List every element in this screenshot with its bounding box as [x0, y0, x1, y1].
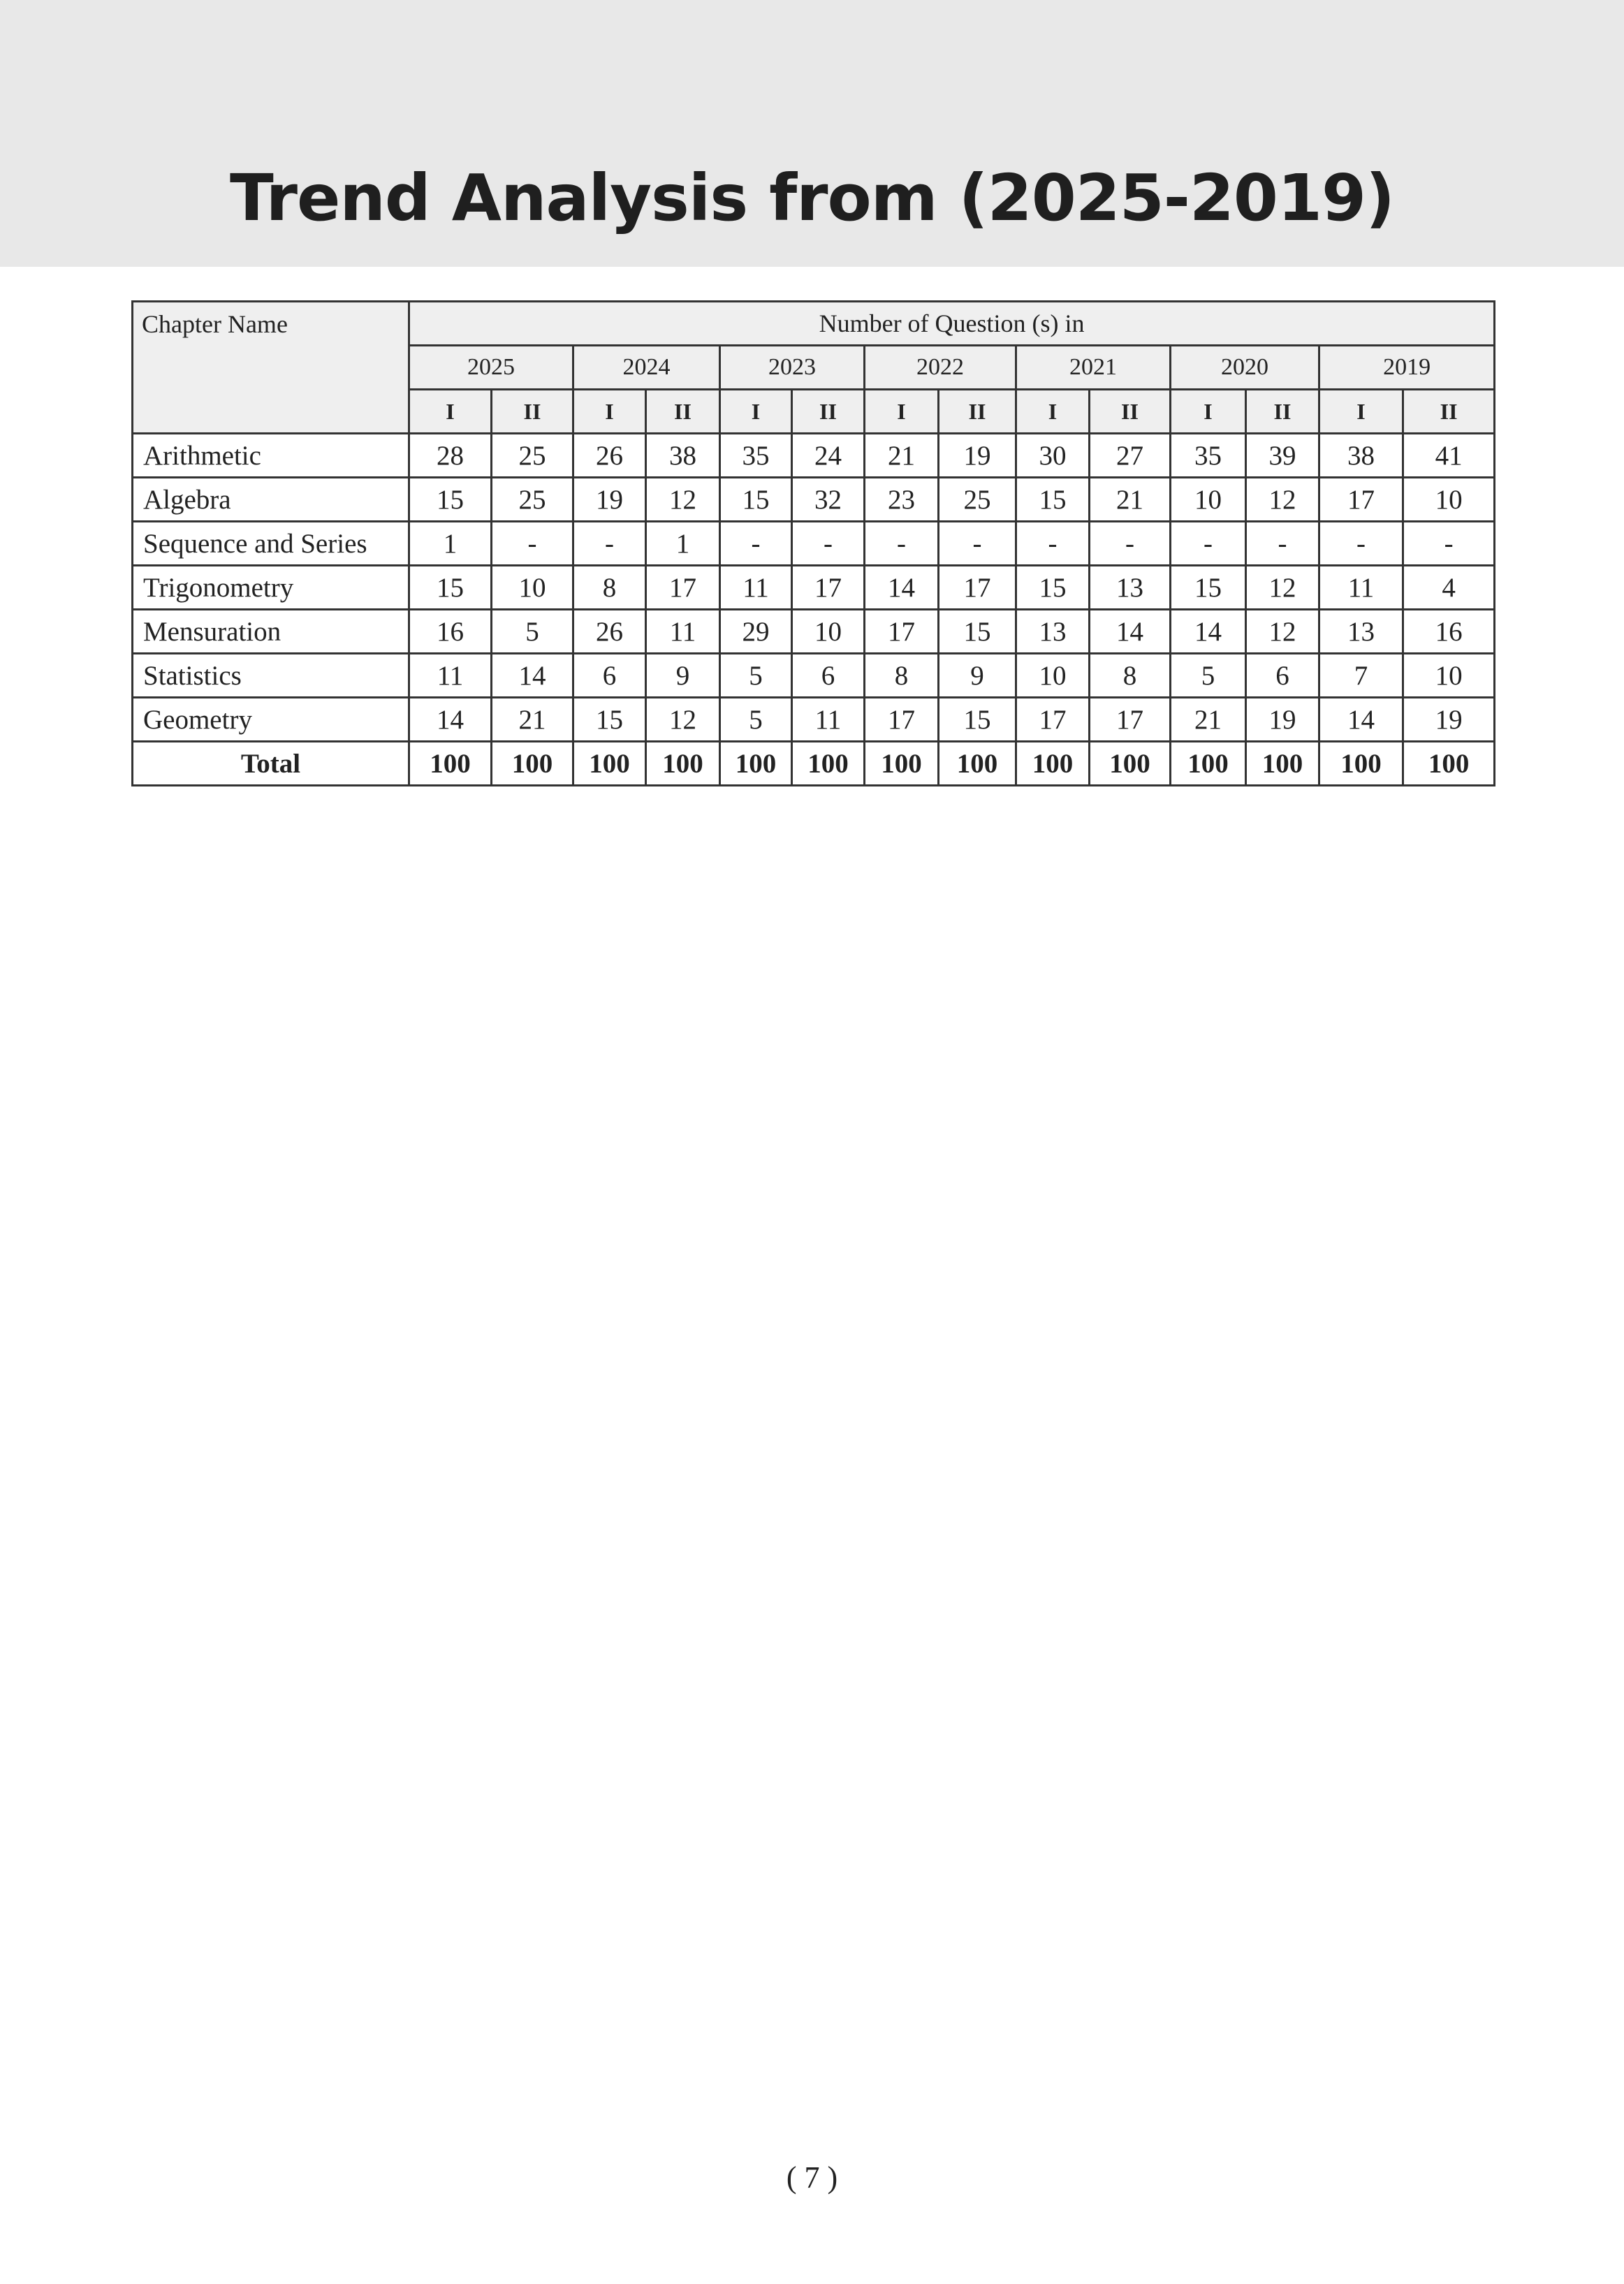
question-count-cell: 11: [720, 566, 792, 610]
table-row: [133, 566, 1495, 610]
table-row: [133, 610, 1495, 654]
question-count-cell: 5: [1171, 654, 1246, 698]
question-count-cell: -: [492, 522, 573, 566]
question-count-cell: 19: [1403, 698, 1495, 742]
question-count-cell: 14: [1319, 698, 1403, 742]
question-count-cell: 26: [573, 610, 646, 654]
question-count-cell: 10: [1016, 654, 1090, 698]
table-row: [133, 698, 1495, 742]
question-count-cell: 100: [1016, 742, 1090, 786]
question-count-cell: 24: [792, 434, 865, 478]
question-count-cell: 100: [1246, 742, 1319, 786]
question-count-cell: 100: [939, 742, 1016, 786]
year-header: 2019: [1319, 346, 1495, 390]
question-count-cell: 30: [1016, 434, 1090, 478]
question-count-cell: 17: [1016, 698, 1090, 742]
question-count-cell: -: [1246, 522, 1319, 566]
question-count-cell: 11: [646, 610, 720, 654]
chapter-name-cell: Geometry: [133, 698, 409, 742]
table-row: [133, 522, 1495, 566]
question-count-cell: 17: [865, 698, 939, 742]
question-count-cell: 15: [409, 478, 492, 522]
year-header: 2023: [720, 346, 865, 390]
question-count-cell: 14: [1090, 610, 1171, 654]
question-count-cell: 15: [1016, 478, 1090, 522]
year-header: 2022: [865, 346, 1016, 390]
session-header: II: [646, 390, 720, 434]
question-count-cell: 8: [1090, 654, 1171, 698]
question-count-cell: 12: [646, 478, 720, 522]
question-count-cell: 17: [1319, 478, 1403, 522]
question-count-cell: 12: [1246, 610, 1319, 654]
question-count-cell: 10: [492, 566, 573, 610]
question-count-cell: 7: [1319, 654, 1403, 698]
question-count-cell: 27: [1090, 434, 1171, 478]
question-count-cell: 17: [939, 566, 1016, 610]
question-count-cell: 17: [792, 566, 865, 610]
question-count-cell: 13: [1319, 610, 1403, 654]
table-row: [133, 654, 1495, 698]
question-count-cell: 10: [1403, 654, 1495, 698]
question-count-cell: 13: [1016, 610, 1090, 654]
question-count-cell: 25: [492, 478, 573, 522]
question-count-cell: 21: [1171, 698, 1246, 742]
question-count-cell: 100: [492, 742, 573, 786]
question-count-cell: 28: [409, 434, 492, 478]
question-count-cell: 100: [1171, 742, 1246, 786]
question-count-cell: 12: [1246, 478, 1319, 522]
question-count-cell: 100: [720, 742, 792, 786]
chapter-name-cell: Arithmetic: [133, 434, 409, 478]
question-count-cell: 15: [1171, 566, 1246, 610]
year-header: 2025: [409, 346, 573, 390]
year-header: 2024: [573, 346, 720, 390]
chapter-name-header: Chapter Name: [133, 302, 409, 434]
question-count-cell: 21: [492, 698, 573, 742]
chapter-name-cell: Total: [133, 742, 409, 786]
session-header: II: [1246, 390, 1319, 434]
year-header: 2020: [1171, 346, 1319, 390]
page-title: Trend Analysis from (2025-2019): [229, 161, 1395, 235]
session-header: II: [939, 390, 1016, 434]
question-count-cell: 16: [1403, 610, 1495, 654]
question-count-cell: 35: [1171, 434, 1246, 478]
question-count-cell: 19: [1246, 698, 1319, 742]
question-count-cell: 1: [646, 522, 720, 566]
question-count-cell: -: [1171, 522, 1246, 566]
question-count-cell: 11: [409, 654, 492, 698]
session-header: II: [492, 390, 573, 434]
table-row: [133, 478, 1495, 522]
question-count-cell: 8: [865, 654, 939, 698]
page-number: ( 7 ): [786, 2160, 838, 2195]
question-count-cell: 1: [409, 522, 492, 566]
question-count-cell: 100: [646, 742, 720, 786]
question-count-cell: 100: [409, 742, 492, 786]
question-count-cell: 9: [646, 654, 720, 698]
question-count-cell: -: [792, 522, 865, 566]
question-count-cell: 100: [1403, 742, 1495, 786]
question-count-cell: 14: [409, 698, 492, 742]
question-count-cell: 23: [865, 478, 939, 522]
chapter-name-cell: Trigonometry: [133, 566, 409, 610]
question-count-cell: 6: [1246, 654, 1319, 698]
question-count-cell: 5: [720, 698, 792, 742]
question-count-cell: 15: [939, 610, 1016, 654]
question-count-cell: 15: [720, 478, 792, 522]
session-header: I: [720, 390, 792, 434]
trend-analysis-table: [131, 300, 1495, 786]
session-header: II: [1090, 390, 1171, 434]
question-count-cell: 35: [720, 434, 792, 478]
question-count-cell: 14: [492, 654, 573, 698]
session-header: I: [1319, 390, 1403, 434]
question-count-cell: 100: [573, 742, 646, 786]
session-header: II: [792, 390, 865, 434]
question-count-cell: 15: [573, 698, 646, 742]
question-count-cell: -: [1403, 522, 1495, 566]
total-row: [133, 742, 1495, 786]
question-count-cell: 17: [865, 610, 939, 654]
question-count-cell: 5: [492, 610, 573, 654]
question-count-cell: 32: [792, 478, 865, 522]
question-count-cell: 6: [573, 654, 646, 698]
question-count-cell: 29: [720, 610, 792, 654]
question-count-cell: 100: [1319, 742, 1403, 786]
question-count-cell: 10: [1403, 478, 1495, 522]
question-count-cell: 100: [865, 742, 939, 786]
question-count-cell: 10: [792, 610, 865, 654]
question-count-cell: 21: [1090, 478, 1171, 522]
question-count-cell: 15: [939, 698, 1016, 742]
session-header: II: [1403, 390, 1495, 434]
question-count-cell: 17: [1090, 698, 1171, 742]
question-count-cell: 13: [1090, 566, 1171, 610]
chapter-name-cell: Mensuration: [133, 610, 409, 654]
session-header: I: [1171, 390, 1246, 434]
number-of-questions-header: Number of Question (s) in: [409, 302, 1495, 346]
question-count-cell: 16: [409, 610, 492, 654]
question-count-cell: 14: [1171, 610, 1246, 654]
chapter-name-cell: Algebra: [133, 478, 409, 522]
question-count-cell: -: [1090, 522, 1171, 566]
question-count-cell: 8: [573, 566, 646, 610]
question-count-cell: 19: [573, 478, 646, 522]
question-count-cell: 10: [1171, 478, 1246, 522]
question-count-cell: 100: [792, 742, 865, 786]
question-count-cell: 25: [939, 478, 1016, 522]
question-count-cell: -: [865, 522, 939, 566]
question-count-cell: 12: [1246, 566, 1319, 610]
question-count-cell: 15: [409, 566, 492, 610]
question-count-cell: 41: [1403, 434, 1495, 478]
session-header: I: [1016, 390, 1090, 434]
question-count-cell: 25: [492, 434, 573, 478]
question-count-cell: 38: [1319, 434, 1403, 478]
question-count-cell: 4: [1403, 566, 1495, 610]
question-count-cell: -: [1016, 522, 1090, 566]
title-banner: [0, 0, 1624, 267]
session-header: I: [865, 390, 939, 434]
question-count-cell: 17: [646, 566, 720, 610]
question-count-cell: 11: [792, 698, 865, 742]
question-count-cell: 5: [720, 654, 792, 698]
question-count-cell: 38: [646, 434, 720, 478]
table-row: [133, 434, 1495, 478]
question-count-cell: 21: [865, 434, 939, 478]
question-count-cell: -: [573, 522, 646, 566]
question-count-cell: 19: [939, 434, 1016, 478]
question-count-cell: 12: [646, 698, 720, 742]
question-count-cell: 14: [865, 566, 939, 610]
question-count-cell: 11: [1319, 566, 1403, 610]
question-count-cell: -: [720, 522, 792, 566]
question-count-cell: 39: [1246, 434, 1319, 478]
session-header: I: [573, 390, 646, 434]
question-count-cell: -: [1319, 522, 1403, 566]
question-count-cell: -: [939, 522, 1016, 566]
question-count-cell: 9: [939, 654, 1016, 698]
question-count-cell: 26: [573, 434, 646, 478]
chapter-name-cell: Statistics: [133, 654, 409, 698]
question-count-cell: 100: [1090, 742, 1171, 786]
chapter-name-cell: Sequence and Series: [133, 522, 409, 566]
question-count-cell: 15: [1016, 566, 1090, 610]
year-header: 2021: [1016, 346, 1171, 390]
question-count-cell: 6: [792, 654, 865, 698]
session-header: I: [409, 390, 492, 434]
